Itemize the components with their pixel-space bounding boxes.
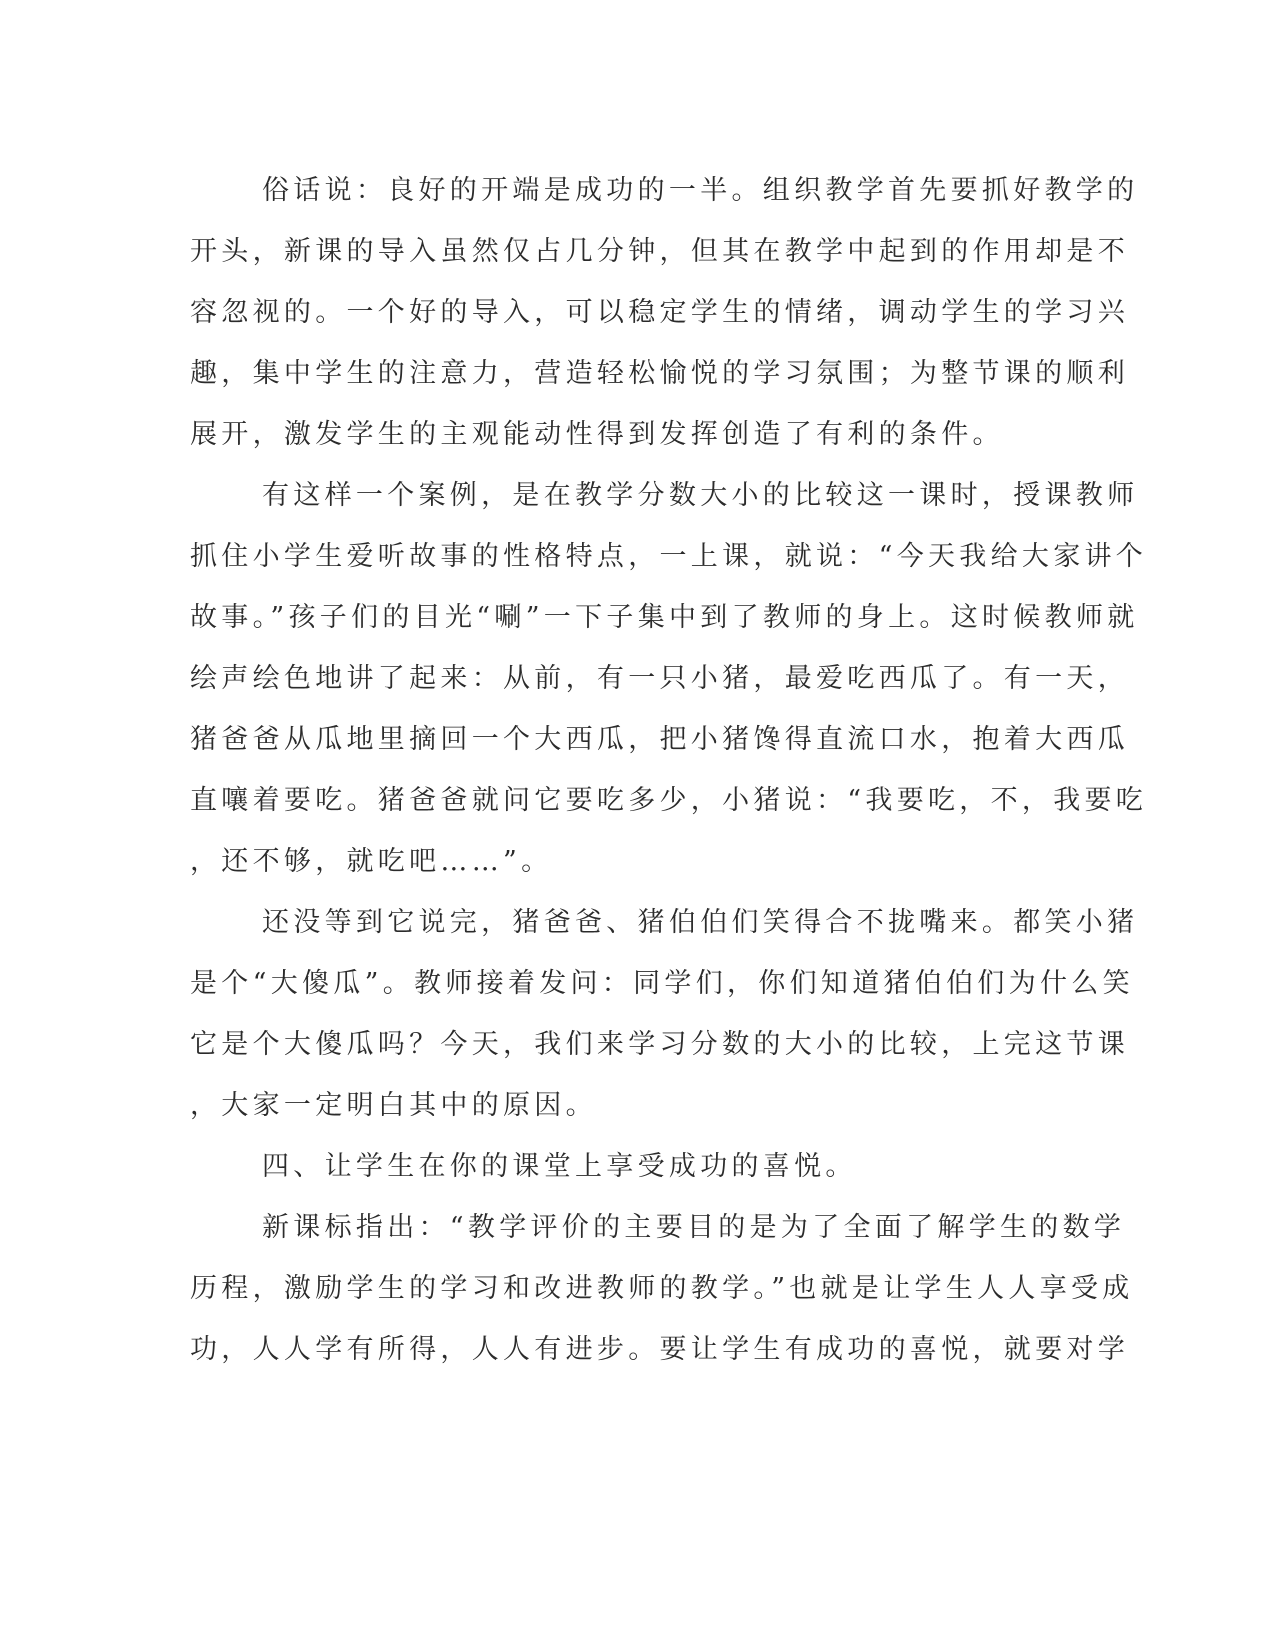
text-line: 新课标指出：“教学评价的主要目的是为了全面了解学生的数学 bbox=[262, 1212, 1126, 1243]
text-line: 有这样一个案例，是在教学分数大小的比较这一课时，授课教师 bbox=[262, 480, 1139, 511]
text-line: 是个“大傻瓜”。教师接着发问：同学们，你们知道猪伯伯们为什么笑 bbox=[190, 968, 1134, 999]
text-line: 绘声绘色地讲了起来：从前，有一只小猪，最爱吃西瓜了。有一天， bbox=[190, 663, 1129, 694]
text-line: 还没等到它说完，猪爸爸、猪伯伯们笑得合不拢嘴来。都笑小猪 bbox=[262, 907, 1139, 938]
text-line: 容忽视的。一个好的导入，可以稳定学生的情绪，调动学生的学习兴 bbox=[190, 297, 1129, 328]
text-line: ，还不够，就吃吧……”。 bbox=[190, 846, 553, 877]
text-line: 俗话说：良好的开端是成功的一半。组织教学首先要抓好教学的 bbox=[262, 175, 1139, 206]
text-line: 猪爸爸从瓜地里摘回一个大西瓜，把小猪馋得直流口水，抱着大西瓜 bbox=[190, 724, 1129, 755]
text-line: 直嚷着要吃。猪爸爸就问它要吃多少，小猪说：“我要吃，不，我要吃 bbox=[190, 785, 1148, 816]
text-line: 开头，新课的导入虽然仅占几分钟，但其在教学中起到的作用却是不 bbox=[190, 236, 1129, 267]
text-line: 历程，激励学生的学习和改进教师的教学。”也就是让学生人人享受成 bbox=[190, 1273, 1134, 1304]
text-line: 功，人人学有所得，人人有进步。要让学生有成功的喜悦，就要对学 bbox=[190, 1334, 1129, 1365]
text-line: 趣，集中学生的注意力，营造轻松愉悦的学习氛围；为整节课的顺利 bbox=[190, 358, 1129, 389]
text-line: ，大家一定明白其中的原因。 bbox=[190, 1090, 597, 1121]
text-line: 展开，激发学生的主观能动性得到发挥创造了有利的条件。 bbox=[190, 419, 1004, 450]
document-body bbox=[190, 160, 1148, 1380]
text-line: 它是个大傻瓜吗？今天，我们来学习分数的大小的比较，上完这节课 bbox=[190, 1029, 1129, 1060]
section-heading: 四、让学生在你的课堂上享受成功的喜悦。 bbox=[262, 1151, 857, 1182]
text-line: 故事。”孩子们的目光“唰”一下子集中到了教师的身上。这时候教师就 bbox=[190, 602, 1139, 633]
text-line: 抓住小学生爱听故事的性格特点，一上课，就说：“今天我给大家讲个 bbox=[190, 541, 1148, 572]
